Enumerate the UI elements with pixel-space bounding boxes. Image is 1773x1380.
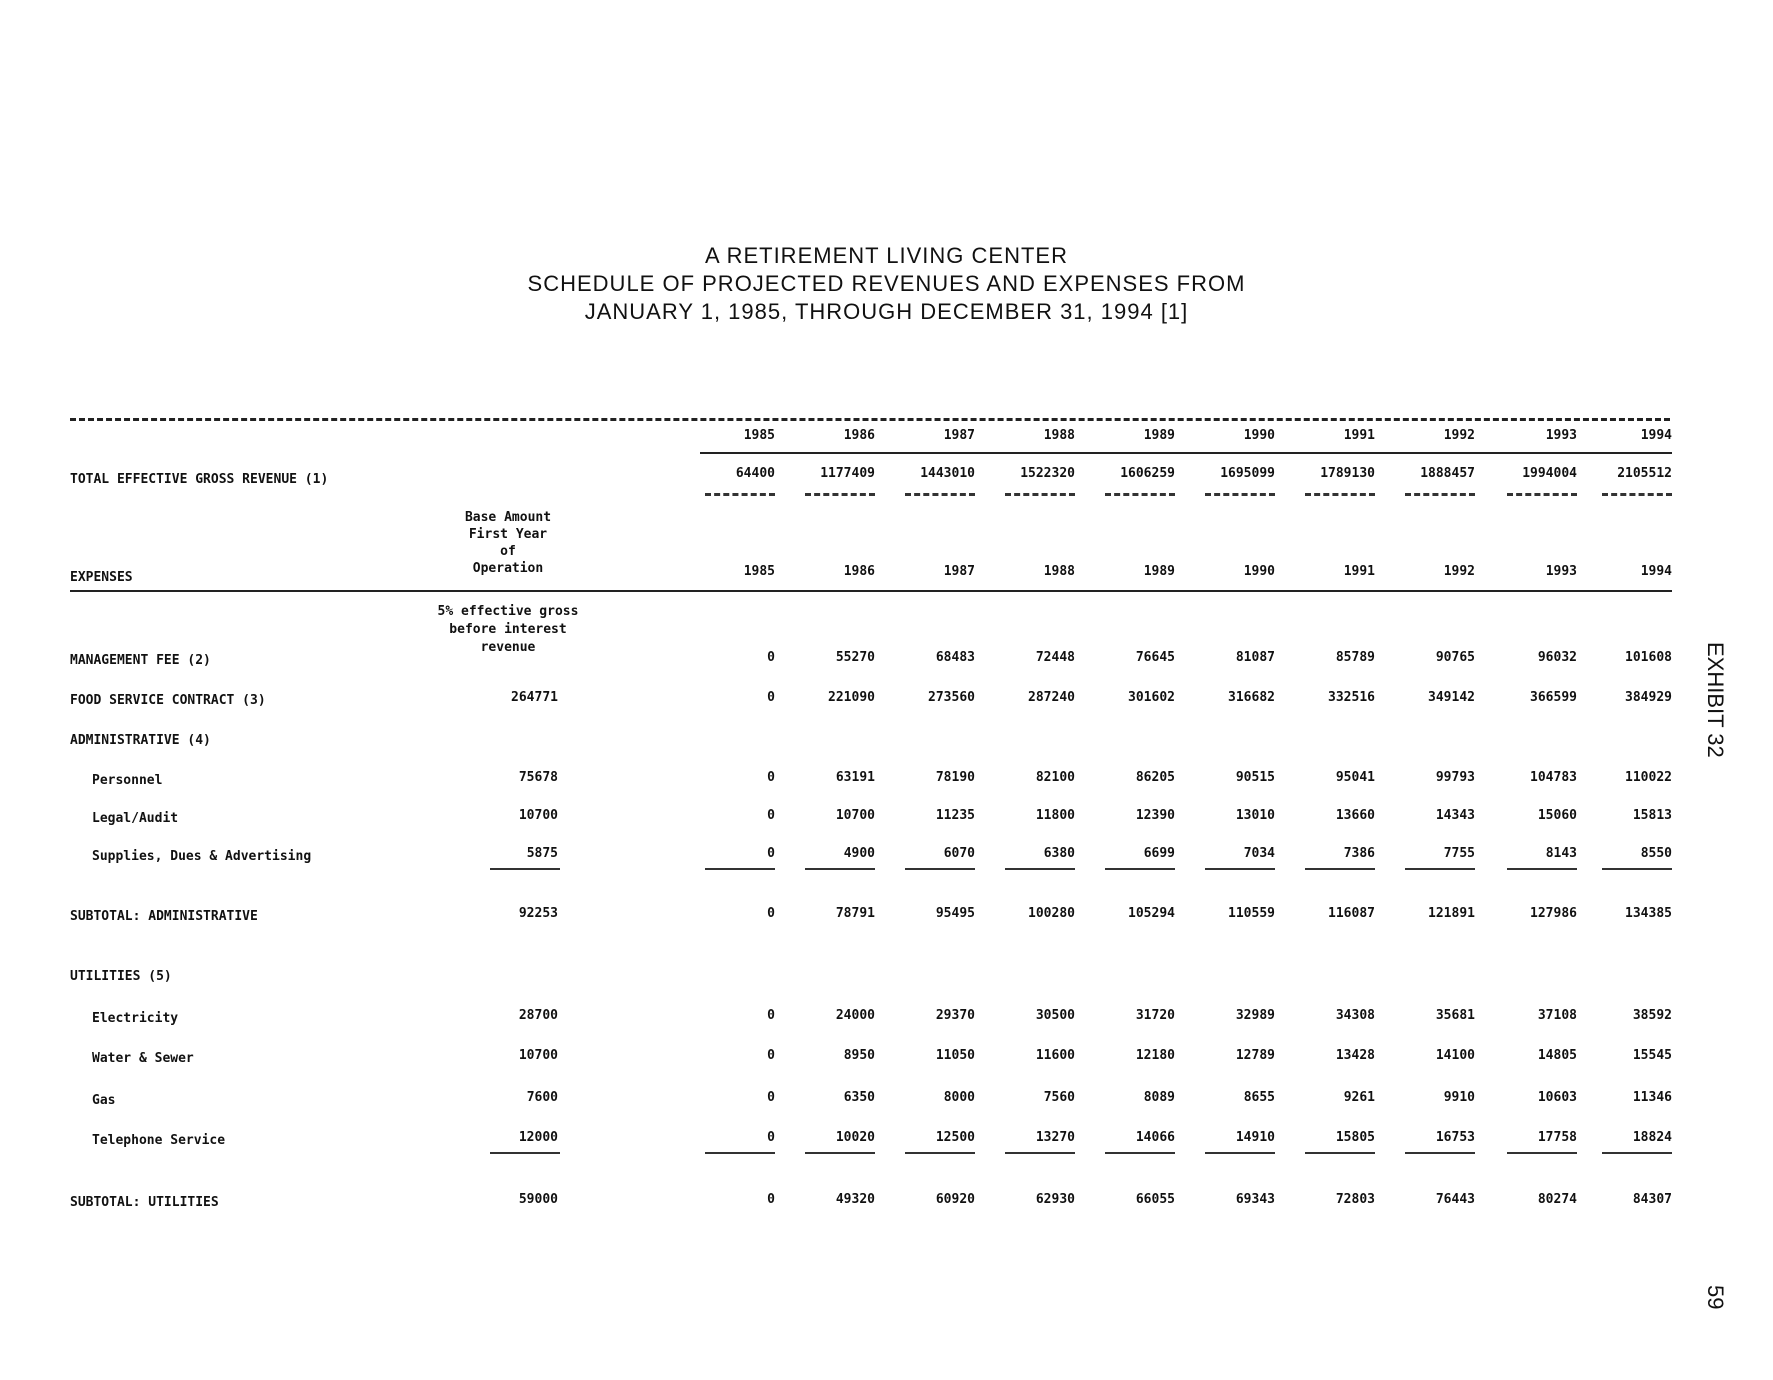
year-header-cell: 1988 — [1043, 428, 1075, 443]
row-value: 8550 — [1640, 846, 1672, 861]
admin-subtotal-rule — [805, 868, 875, 870]
base-amount-cell: 12000 — [518, 1130, 558, 1145]
row-value: 116087 — [1328, 906, 1375, 921]
admin-subtotal-rule — [1602, 868, 1672, 870]
row-value: 13428 — [1335, 1048, 1375, 1063]
top-rule — [70, 418, 1670, 421]
revenue-value: 1789130 — [1320, 466, 1375, 481]
row-value: 78791 — [835, 906, 875, 921]
revenue-double-rule — [1405, 493, 1475, 496]
revenue-double-rule — [905, 493, 975, 496]
base-amount-heading: First Year — [468, 527, 548, 542]
row-value: 72803 — [1335, 1192, 1375, 1207]
base-amount-cell: 75678 — [518, 770, 558, 785]
row-value: 14100 — [1435, 1048, 1475, 1063]
row-value: 78190 — [935, 770, 975, 785]
revenue-double-rule — [805, 493, 875, 496]
row-value: 12390 — [1135, 808, 1175, 823]
utilities-subtotal-rule — [1507, 1152, 1577, 1154]
row-label: UTILITIES (5) — [70, 969, 172, 984]
utilities-subtotal-rule — [1602, 1152, 1672, 1154]
title-line-1: A RETIREMENT LIVING CENTER — [705, 243, 1068, 268]
row-value: 7755 — [1443, 846, 1475, 861]
row-value: 0 — [767, 1130, 775, 1145]
base-note-line: before interest — [449, 622, 567, 637]
row-label: Electricity — [92, 1011, 179, 1026]
row-value: 82100 — [1035, 770, 1075, 785]
row-value: 37108 — [1537, 1008, 1577, 1023]
revenue-value: 2105512 — [1617, 466, 1672, 481]
base-amount-cell: 10700 — [518, 808, 558, 823]
base-amount-cell: 28700 — [518, 1008, 558, 1023]
base-note-line: 5% effective gross — [437, 604, 579, 619]
utilities-subtotal-rule — [1005, 1152, 1075, 1154]
base-amount-cell: 10700 — [518, 1048, 558, 1063]
row-value: 90515 — [1235, 770, 1275, 785]
row-value: 14343 — [1435, 808, 1475, 823]
row-value: 0 — [767, 1008, 775, 1023]
row-value: 15545 — [1632, 1048, 1672, 1063]
base-amount-heading: of — [500, 544, 516, 559]
admin-subtotal-rule — [1305, 868, 1375, 870]
row-value: 63191 — [835, 770, 875, 785]
row-value: 32989 — [1235, 1008, 1275, 1023]
year-header-cell: 1985 — [743, 428, 775, 443]
row-value: 60920 — [935, 1192, 975, 1207]
row-label: Water & Sewer — [92, 1051, 194, 1066]
year-header-cell: 1992 — [1443, 428, 1475, 443]
row-value: 35681 — [1435, 1008, 1475, 1023]
row-value: 6350 — [843, 1090, 875, 1105]
row-label: Legal/Audit — [92, 811, 179, 826]
row-value: 0 — [767, 846, 775, 861]
row-value: 86205 — [1135, 770, 1175, 785]
admin-subtotal-rule — [1105, 868, 1175, 870]
row-value: 13010 — [1235, 808, 1275, 823]
revenue-value: 1888457 — [1420, 466, 1475, 481]
row-value: 110559 — [1228, 906, 1275, 921]
row-value: 8143 — [1545, 846, 1577, 861]
row-value: 8655 — [1243, 1090, 1275, 1105]
row-value: 101608 — [1625, 650, 1672, 665]
utilities-subtotal-rule — [1305, 1152, 1375, 1154]
revenue-value: 1695099 — [1220, 466, 1275, 481]
row-value: 66055 — [1135, 1192, 1175, 1207]
base-amount-cell: 264771 — [511, 690, 558, 705]
row-value: 18824 — [1632, 1130, 1672, 1145]
row-value: 10603 — [1537, 1090, 1577, 1105]
revenue-label: TOTAL EFFECTIVE GROSS REVENUE (1) — [70, 472, 329, 487]
row-label: Telephone Service — [92, 1133, 226, 1148]
row-value: 104783 — [1530, 770, 1577, 785]
row-value: 100280 — [1028, 906, 1075, 921]
title-line-3: JANUARY 1, 1985, THROUGH DECEMBER 31, 1994 [1] — [584, 299, 1189, 324]
revenue-value: 1177409 — [820, 466, 875, 481]
row-value: 31720 — [1135, 1008, 1175, 1023]
expenses-label: EXPENSES — [70, 570, 133, 585]
year-header-cell: 1986 — [843, 428, 875, 443]
row-value: 105294 — [1128, 906, 1175, 921]
row-value: 0 — [767, 770, 775, 785]
revenue-double-rule — [1205, 493, 1275, 496]
page-number: 59 — [1703, 1285, 1728, 1310]
row-label: Supplies, Dues & Advertising — [92, 849, 312, 864]
revenue-double-rule — [1602, 493, 1672, 496]
row-label: Personnel — [92, 773, 163, 788]
year-header-cell: 1993 — [1545, 428, 1577, 443]
utilities-subtotal-rule — [805, 1152, 875, 1154]
row-value: 273560 — [928, 690, 975, 705]
row-value: 14805 — [1537, 1048, 1577, 1063]
utilities-subtotal-rule — [1205, 1152, 1275, 1154]
row-value: 0 — [767, 808, 775, 823]
revenue-double-rule — [1305, 493, 1375, 496]
row-value: 11235 — [935, 808, 975, 823]
row-value: 99793 — [1435, 770, 1475, 785]
row-value: 0 — [767, 650, 775, 665]
exhibit-label: EXHIBIT 32 — [1703, 642, 1728, 758]
revenue-double-rule — [705, 493, 775, 496]
row-value: 11050 — [935, 1048, 975, 1063]
row-value: 221090 — [828, 690, 875, 705]
base-note-line: revenue — [480, 640, 536, 655]
row-value: 366599 — [1530, 690, 1577, 705]
year-header-cell: 1991 — [1343, 428, 1375, 443]
base-amount-cell: 92253 — [518, 906, 558, 921]
row-value: 90765 — [1435, 650, 1475, 665]
row-value: 34308 — [1335, 1008, 1375, 1023]
row-value: 76645 — [1135, 650, 1175, 665]
row-value: 7560 — [1043, 1090, 1075, 1105]
row-value: 80274 — [1537, 1192, 1577, 1207]
row-value: 0 — [767, 1192, 775, 1207]
row-value: 110022 — [1625, 770, 1672, 785]
row-value: 16753 — [1435, 1130, 1475, 1145]
row-value: 12789 — [1235, 1048, 1275, 1063]
row-value: 84307 — [1632, 1192, 1672, 1207]
base-amount-cell: 59000 — [518, 1192, 558, 1207]
row-value: 76443 — [1435, 1192, 1475, 1207]
admin-subtotal-rule — [490, 868, 560, 870]
row-value: 127986 — [1530, 906, 1577, 921]
row-value: 68483 — [935, 650, 975, 665]
utilities-subtotal-rule — [1405, 1152, 1475, 1154]
row-value: 6070 — [943, 846, 975, 861]
row-value: 30500 — [1035, 1008, 1075, 1023]
admin-subtotal-rule — [1507, 868, 1577, 870]
row-value: 15813 — [1632, 808, 1672, 823]
row-value: 13660 — [1335, 808, 1375, 823]
expense-year-header-cell: 1990 — [1243, 564, 1275, 579]
expense-year-header-cell: 1986 — [843, 564, 875, 579]
title-line-2: SCHEDULE OF PROJECTED REVENUES AND EXPENSES FROM — [527, 271, 1246, 296]
row-value: 9261 — [1343, 1090, 1375, 1105]
row-value: 95495 — [935, 906, 975, 921]
admin-subtotal-rule — [1205, 868, 1275, 870]
row-value: 332516 — [1328, 690, 1375, 705]
row-value: 134385 — [1625, 906, 1672, 921]
row-value: 0 — [767, 906, 775, 921]
row-value: 9910 — [1443, 1090, 1475, 1105]
admin-subtotal-rule — [1405, 868, 1475, 870]
row-value: 15805 — [1335, 1130, 1375, 1145]
year-header-cell: 1987 — [943, 428, 975, 443]
row-value: 287240 — [1028, 690, 1075, 705]
row-label: FOOD SERVICE CONTRACT (3) — [70, 693, 266, 708]
row-value: 38592 — [1632, 1008, 1672, 1023]
row-value: 85789 — [1335, 650, 1375, 665]
expense-year-header-cell: 1987 — [943, 564, 975, 579]
row-value: 55270 — [835, 650, 875, 665]
expense-year-header-cell: 1988 — [1043, 564, 1075, 579]
row-value: 11600 — [1035, 1048, 1075, 1063]
row-value: 14066 — [1135, 1130, 1175, 1145]
row-value: 0 — [767, 690, 775, 705]
utilities-subtotal-rule — [905, 1152, 975, 1154]
revenue-double-rule — [1005, 493, 1075, 496]
year-header-rule — [700, 452, 1672, 454]
row-value: 12180 — [1135, 1048, 1175, 1063]
row-value: 29370 — [935, 1008, 975, 1023]
utilities-subtotal-rule — [705, 1152, 775, 1154]
row-value: 121891 — [1428, 906, 1475, 921]
row-value: 8000 — [943, 1090, 975, 1105]
row-value: 12500 — [935, 1130, 975, 1145]
year-header-cell: 1989 — [1143, 428, 1175, 443]
row-label: SUBTOTAL: UTILITIES — [70, 1195, 219, 1210]
row-value: 0 — [767, 1090, 775, 1105]
row-value: 69343 — [1235, 1192, 1275, 1207]
revenue-value: 64400 — [735, 466, 775, 481]
row-value: 349142 — [1428, 690, 1475, 705]
revenue-value: 1606259 — [1120, 466, 1175, 481]
revenue-value: 1443010 — [920, 466, 975, 481]
expense-year-header-cell: 1991 — [1343, 564, 1375, 579]
row-value: 11800 — [1035, 808, 1075, 823]
admin-subtotal-rule — [1005, 868, 1075, 870]
year-header-cell: 1990 — [1243, 428, 1275, 443]
row-value: 11346 — [1632, 1090, 1672, 1105]
row-value: 96032 — [1537, 650, 1577, 665]
row-value: 301602 — [1128, 690, 1175, 705]
admin-subtotal-rule — [905, 868, 975, 870]
expense-year-header-cell: 1994 — [1640, 564, 1672, 579]
utilities-subtotal-rule — [490, 1152, 560, 1154]
row-value: 62930 — [1035, 1192, 1075, 1207]
base-amount-cell: 5875 — [526, 846, 558, 861]
utilities-subtotal-rule — [1105, 1152, 1175, 1154]
row-value: 8089 — [1143, 1090, 1175, 1105]
row-value: 95041 — [1335, 770, 1375, 785]
row-value: 17758 — [1537, 1130, 1577, 1145]
base-amount-heading: Base Amount — [464, 510, 552, 525]
row-value: 4900 — [843, 846, 875, 861]
row-value: 24000 — [835, 1008, 875, 1023]
base-amount-heading: Operation — [472, 561, 544, 576]
row-value: 316682 — [1228, 690, 1275, 705]
revenue-value: 1522320 — [1020, 466, 1075, 481]
row-value: 6699 — [1143, 846, 1175, 861]
row-label: Gas — [92, 1093, 116, 1108]
row-value: 6380 — [1043, 846, 1075, 861]
row-value: 14910 — [1235, 1130, 1275, 1145]
expense-year-header-cell: 1993 — [1545, 564, 1577, 579]
admin-subtotal-rule — [705, 868, 775, 870]
row-label: ADMINISTRATIVE (4) — [70, 733, 211, 748]
row-value: 10020 — [835, 1130, 875, 1145]
row-value: 81087 — [1235, 650, 1275, 665]
row-value: 49320 — [835, 1192, 875, 1207]
row-value: 7386 — [1343, 846, 1375, 861]
row-label: MANAGEMENT FEE (2) — [70, 653, 211, 668]
row-value: 7034 — [1243, 846, 1275, 861]
row-value: 8950 — [843, 1048, 875, 1063]
row-value: 10700 — [835, 808, 875, 823]
revenue-double-rule — [1507, 493, 1577, 496]
row-value: 13270 — [1035, 1130, 1075, 1145]
row-value: 0 — [767, 1048, 775, 1063]
row-value: 15060 — [1537, 808, 1577, 823]
expense-year-header-cell: 1989 — [1143, 564, 1175, 579]
expense-year-header-cell: 1985 — [743, 564, 775, 579]
row-label: SUBTOTAL: ADMINISTRATIVE — [70, 909, 258, 924]
row-value: 72448 — [1035, 650, 1075, 665]
expense-year-header-cell: 1992 — [1443, 564, 1475, 579]
year-header-cell: 1994 — [1640, 428, 1672, 443]
row-value: 384929 — [1625, 690, 1672, 705]
revenue-double-rule — [1105, 493, 1175, 496]
expenses-rule — [70, 590, 1672, 592]
revenue-value: 1994004 — [1522, 466, 1577, 481]
base-amount-cell: 7600 — [526, 1090, 558, 1105]
